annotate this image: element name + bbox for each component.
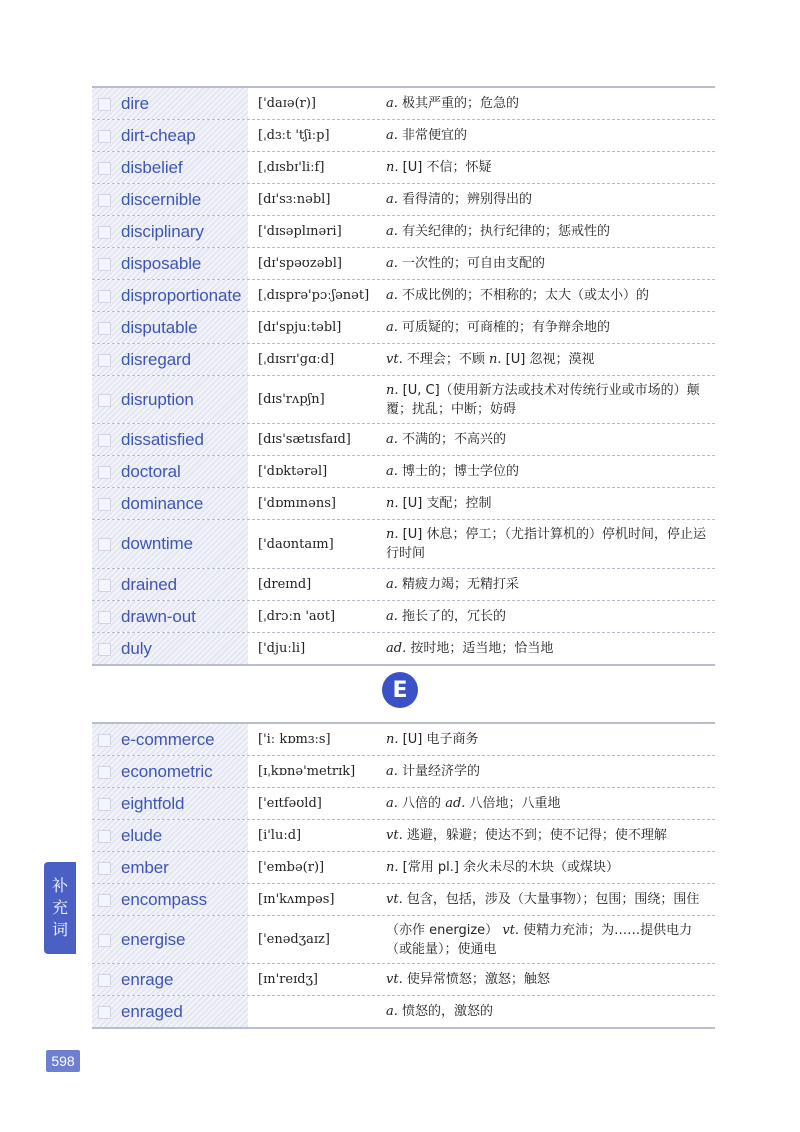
definition-cell [376,601,715,632]
checkbox-icon[interactable] [98,162,111,175]
column-gap [248,88,256,119]
headword: disproportionate [121,285,242,305]
definition: 极其严重的；危急的 [402,96,520,111]
part-of-speech: a. [386,796,398,811]
word-cell [92,280,248,311]
word-table-e [92,722,715,1029]
pronunciation: [ɪˌkɒnə'metrɪk] [258,764,356,779]
table-row [92,884,715,916]
definition-cell [376,280,715,311]
column-gap [248,456,256,487]
headword: duly [121,638,152,658]
column-gap [248,964,256,995]
headword: drawn-out [121,606,196,626]
definition: 逃避，躲避；使达不到；使不记得；使不理解 [406,828,667,843]
word-cell [92,788,248,819]
word-cell [92,424,248,455]
pronunciation: [dɪ'spjuːtəbl] [258,320,342,335]
page-number: 598 [46,1050,80,1072]
part-of-speech: a. [386,764,398,779]
table-row [92,344,715,376]
pronunciation: [ˌdɪsprə'pɔːʃənət] [258,288,370,303]
headword: disposable [121,253,202,273]
column-gap [248,312,256,343]
definition-cell [376,120,715,151]
definition: [U] 支配；控制 [402,496,492,511]
headword: discernible [121,189,202,209]
part-of-speech: a. [386,256,398,271]
part-of-speech: n. [489,352,502,367]
pronunciation: ['iː kɒmɜːs] [258,732,331,747]
column-gap [248,520,256,568]
column-gap [248,376,256,423]
definition: 按时地；适当地；恰当地 [410,641,554,656]
word-cell [92,376,248,423]
pronunciation: ['daʊntaɪm] [258,536,334,552]
definition-cell [376,884,715,915]
definition-cell [376,820,715,851]
part-of-speech: ad. [386,641,407,656]
definition-text [386,575,519,594]
definition: 包含，包括，涉及（大量事物）；包围；围绕；围住 [406,892,700,907]
definition-text [386,190,532,209]
checkbox-icon[interactable] [98,862,111,875]
column-gap [248,724,256,755]
pronunciation: [dɪ'sɜːnəbl] [258,192,331,207]
checkbox-icon[interactable] [98,894,111,907]
checkbox-icon[interactable] [98,798,111,811]
word-cell [92,456,248,487]
pronunciation: [ɪn'reɪdʒ] [258,972,318,987]
word-cell [92,569,248,600]
part-of-speech: n. [386,732,399,747]
definition: 非常便宜的 [402,128,468,143]
pronunciation: ['enədʒaɪz] [258,932,330,947]
column-gap [248,916,256,963]
checkbox-icon[interactable] [98,1006,111,1019]
definition-cell [376,312,715,343]
definition-text [386,858,619,877]
definition-text [386,890,699,909]
definition-cell [376,248,715,279]
headword: enraged [121,1001,183,1021]
headword: dissatisfied [121,429,204,449]
definition: 不理会；不顾 [406,352,485,367]
part-of-speech: vt. [386,828,403,843]
headword: disregard [121,349,191,369]
checkbox-icon[interactable] [98,498,111,511]
word-cell [92,312,248,343]
side-tab-char: 补 [51,876,68,895]
headword: eightfold [121,793,185,813]
checkbox-icon[interactable] [98,98,111,111]
checkbox-icon[interactable] [98,766,111,779]
definition-cell [376,344,715,375]
definition-text [386,639,553,658]
definition-text [386,126,467,145]
definition-text [386,350,594,369]
checkbox-icon[interactable] [98,394,111,407]
definition-cell [376,724,715,755]
definition-cell [376,216,715,247]
column-gap [248,852,256,883]
headword: drained [121,574,178,594]
table-row [92,248,715,280]
headword: dirt-cheap [121,125,196,145]
part-of-speech: a. [386,320,398,335]
part-of-speech: a. [386,192,398,207]
part-of-speech: n. [386,382,399,398]
column-gap [248,248,256,279]
definition-text [386,430,506,449]
checkbox-icon[interactable] [98,934,111,947]
word-cell [92,601,248,632]
definition-text [386,462,519,481]
word-cell [92,152,248,183]
definition-cell [376,456,715,487]
definition-text [386,607,506,626]
table-row [92,916,715,964]
definition: 八倍的 [402,796,442,811]
headword: energise [121,929,186,949]
pronunciation [256,996,376,1027]
table-row [92,456,715,488]
table-row [92,820,715,852]
column-gap [248,788,256,819]
table-row [92,312,715,344]
pronunciation: ['daɪə(r)] [258,96,316,111]
word-table-d [92,86,715,666]
definition-cell [376,633,715,664]
checkbox-icon[interactable] [98,830,111,843]
word-cell [92,344,248,375]
table-row [92,184,715,216]
table-row [92,852,715,884]
definition: [常用 pl.] 余火未尽的木块（或煤块） [402,860,620,875]
definition: 不满的；不高兴的 [402,432,507,447]
word-cell [92,248,248,279]
part-of-speech: a. [386,288,398,303]
definition-text [386,921,709,959]
definition-cell [376,152,715,183]
definition: 使精力充沛；为……提供电力（或能量）；使通电 [386,922,693,957]
alt-spelling: （亦作 energize） [386,922,499,938]
definition-text [386,318,610,337]
definition-text [386,381,709,419]
definition-cell [376,88,715,119]
part-of-speech: vt. [386,352,403,367]
definition: 有关纪律的；执行纪律的；惩戒性的 [402,224,611,239]
definition-cell [376,788,715,819]
definition: 可质疑的；可商榷的；有争辩余地的 [402,320,611,335]
table-row [92,724,715,756]
word-cell [92,884,248,915]
checkbox-icon[interactable] [98,226,111,239]
pronunciation: [dreɪnd] [258,577,312,592]
table-row [92,964,715,996]
definition: [U] 电子商务 [402,732,479,747]
word-cell [92,724,248,755]
table-bottom-rule [92,664,715,666]
pronunciation: [ɪn'kʌmpəs] [258,892,335,907]
definition-cell [376,488,715,519]
definition-cell [376,376,715,423]
word-cell [92,756,248,787]
part-of-speech: vt. [386,972,403,987]
definition-cell [376,184,715,215]
definition-text [386,94,519,113]
column-gap [248,184,256,215]
part-of-speech: a. [386,128,398,143]
word-cell [92,520,248,568]
checkbox-icon[interactable] [98,194,111,207]
word-cell [92,184,248,215]
part-of-speech: a. [386,577,398,592]
checkbox-icon[interactable] [98,258,111,271]
definition-text [386,1002,493,1021]
definition-text [386,494,491,513]
checkbox-icon[interactable] [98,734,111,747]
pronunciation: ['dɒmɪnəns] [258,496,336,511]
column-gap [248,216,256,247]
definition-text [386,286,649,305]
headword: disputable [121,317,198,337]
definition: 博士的；博士学位的 [402,464,520,479]
headword: ember [121,857,169,877]
headword: disruption [121,389,194,409]
pronunciation: ['embə(r)] [258,860,325,875]
pronunciation: [ˌdrɔːn 'aʊt] [258,609,336,624]
column-gap [248,280,256,311]
definition: [U] 休息；停工；（尤指计算机的）停机时间，停止运行时间 [386,527,706,561]
definition-text [386,222,610,241]
definition: 一次性的；可自由支配的 [402,256,546,271]
definition-cell [376,424,715,455]
table-row [92,520,715,569]
checkbox-icon[interactable] [98,611,111,624]
word-cell [92,488,248,519]
checkbox-icon[interactable] [98,538,111,551]
pronunciation: [ˌdɪsrɪ'gɑːd] [258,352,335,367]
headword: elude [121,825,163,845]
definition: [U] 忽视；漠视 [505,352,595,367]
headword: enrage [121,969,174,989]
column-gap [248,601,256,632]
column-gap [248,884,256,915]
definition-text [386,762,480,781]
definition: [U] 不信；怀疑 [402,160,492,175]
pronunciation: ['dɪsəplɪnəri] [258,224,342,239]
definition-cell [376,756,715,787]
headword: encompass [121,889,208,909]
definition-text [386,970,550,989]
definition-text [386,525,709,563]
table-row [92,996,715,1027]
word-cell [92,996,248,1027]
part-of-speech: a. [386,224,398,239]
headword: disbelief [121,157,183,177]
headword: disciplinary [121,221,204,241]
column-gap [248,488,256,519]
table-row [92,756,715,788]
pronunciation: ['dɒktərəl] [258,464,328,479]
table-row [92,788,715,820]
word-cell [92,820,248,851]
pronunciation: [ˌdɜːt 'tʃiːp] [258,128,330,143]
checkbox-icon[interactable] [98,466,111,479]
table-row [92,601,715,633]
definition-text [386,254,545,273]
definition-cell [376,852,715,883]
side-tab-char: 词 [51,920,68,939]
definition: 八倍地；八重地 [469,796,561,811]
checkbox-icon[interactable] [98,974,111,987]
definition-cell [376,916,715,963]
table-row [92,152,715,184]
definition: 不成比例的；不相称的；太大（或太小）的 [402,288,650,303]
checkbox-icon[interactable] [98,354,111,367]
part-of-speech: ad. [445,796,466,811]
word-cell [92,88,248,119]
definition-cell [376,964,715,995]
part-of-speech: a. [386,464,398,479]
pronunciation: ['eɪtfəʊld] [258,796,322,811]
definition: 精疲力竭；无精打采 [402,577,520,592]
column-gap [248,633,256,664]
column-gap [248,820,256,851]
table-row [92,120,715,152]
column-gap [248,152,256,183]
table-row [92,488,715,520]
side-tab-supplementary-words [44,862,76,954]
definition: 愤怒的，激怒的 [402,1004,494,1019]
part-of-speech: a. [386,432,398,447]
pronunciation: [ˌdɪsbɪ'liːf] [258,160,325,175]
table-row [92,280,715,312]
headword: downtime [121,534,193,553]
table-row [92,376,715,424]
column-gap [248,996,256,1027]
definition-text [386,730,478,749]
definition: 看得清的；辨别得出的 [402,192,533,207]
headword: dominance [121,493,204,513]
headword: e-commerce [121,729,215,749]
pronunciation: [dɪs'rʌpʃn] [258,392,325,407]
headword: econometric [121,761,213,781]
word-cell [92,633,248,664]
column-gap [248,120,256,151]
table-row [92,216,715,248]
definition-text [386,826,667,845]
definition: 计量经济学的 [402,764,481,779]
definition: [U, C]（使用新方法或技术对传统行业或市场的）颠覆；扰乱；中断；妨碍 [386,382,700,417]
definition: 使异常愤怒；激怒；触怒 [406,972,550,987]
word-cell [92,852,248,883]
column-gap [248,569,256,600]
word-cell [92,916,248,963]
part-of-speech: n. [386,860,399,875]
word-cell [92,120,248,151]
pronunciation: [i'luːd] [258,828,302,843]
part-of-speech: a. [386,609,398,624]
definition-cell [376,520,715,568]
checkbox-icon[interactable] [98,434,111,447]
part-of-speech: n. [386,160,399,175]
column-gap [248,756,256,787]
definition-cell [376,996,715,1027]
side-tab-char: 充 [51,898,68,917]
part-of-speech: a. [386,96,398,111]
column-gap [248,344,256,375]
definition-cell [376,569,715,600]
part-of-speech: a. [386,1004,398,1019]
headword: doctoral [121,461,181,481]
word-cell [92,216,248,247]
checkbox-icon[interactable] [98,643,111,656]
table-row [92,569,715,601]
pronunciation: [dɪ'spəʊzəbl] [258,256,342,271]
table-row [92,633,715,664]
table-row [92,424,715,456]
definition: 拖长了的，冗长的 [402,609,507,624]
pronunciation: [dɪs'sætɪsfaɪd] [258,432,351,447]
part-of-speech: n. [386,496,399,511]
definition-text [386,794,561,813]
checkbox-icon[interactable] [98,290,111,303]
definition-text [386,158,491,177]
pronunciation: ['djuːli] [258,641,306,656]
section-letter-badge: E [382,672,418,708]
table-bottom-rule [92,1027,715,1029]
part-of-speech: n. [386,527,399,542]
checkbox-icon[interactable] [98,130,111,143]
column-gap [248,424,256,455]
word-cell [92,964,248,995]
table-row [92,88,715,120]
headword: dire [121,93,149,113]
checkbox-icon[interactable] [98,579,111,592]
part-of-speech: vt. [386,892,403,907]
checkbox-icon[interactable] [98,322,111,335]
part-of-speech: vt. [502,922,520,938]
